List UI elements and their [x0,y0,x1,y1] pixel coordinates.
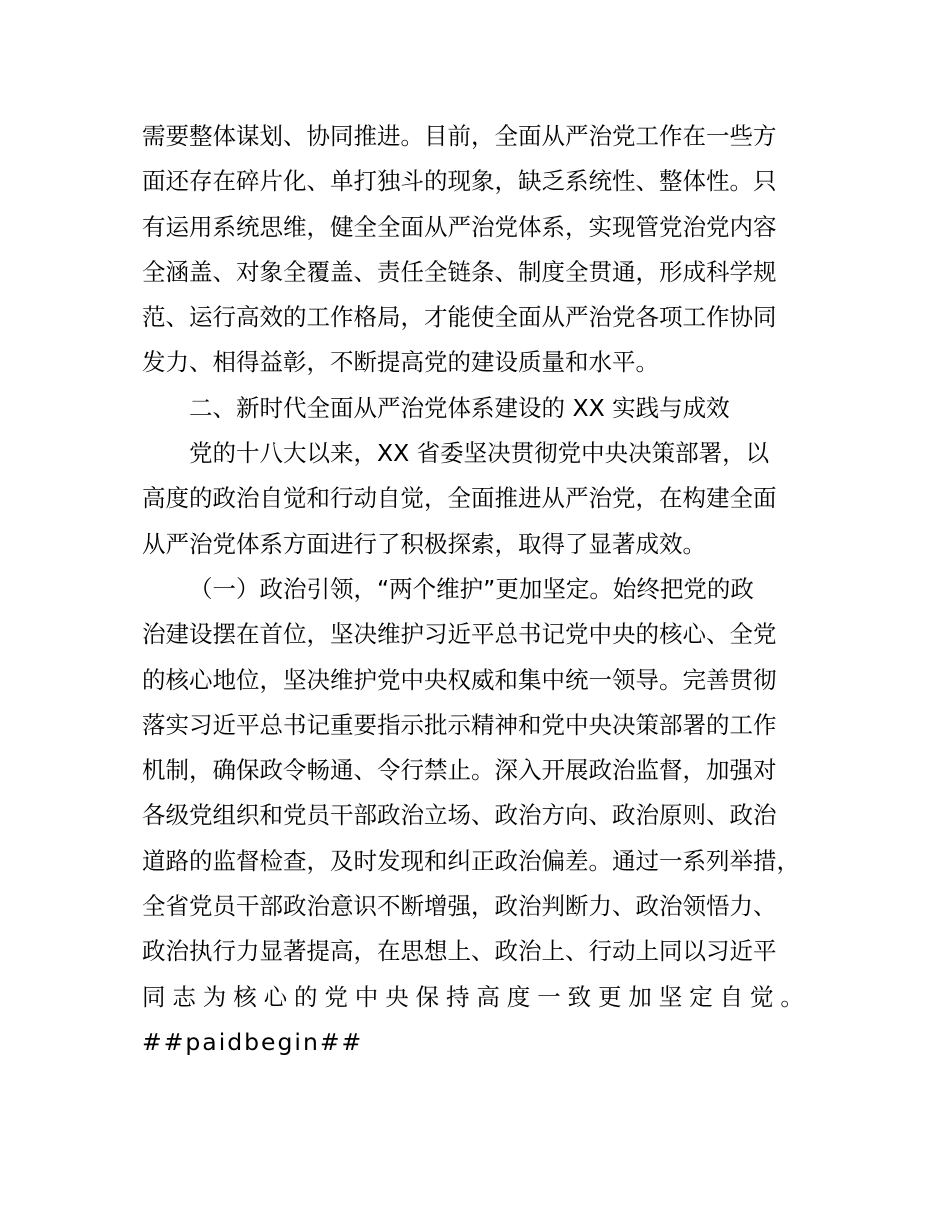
body-line: 的核心地位，坚决维护党中央权威和集中统一领导。完善贯彻 [142,665,777,694]
body-line: 需要整体谋划、协同推进。目前，全面从严治党工作在一些方 [142,122,777,150]
body-line: 全涵盖、对象全覆盖、责任全链条、制度全贯通，形成科学规 [142,257,777,286]
body-line: 机制，确保政令畅通、令行禁止。深入开展政治监督，加强对 [142,756,777,785]
body-line: 政治执行力显著提高，在思想上、政治上、行动上同以习近平 [142,937,777,966]
body-line: 道路的监督检查，及时发现和纠正政治偏差。通过一系列举措， [142,846,800,875]
body-line: 党的十八大以来，XX 省委坚决贯彻党中央决策部署，以 [189,439,770,468]
body-line: 范、运行高效的工作格局，才能使全面从严治党各项工作协同 [142,303,777,332]
body-line: 面还存在碎片化、单打独斗的现象，缺乏系统性、整体性。只 [142,167,777,196]
paid-marker: ##paidbegin## [142,1027,364,1056]
body-line: 落实习近平总书记重要指示批示精神和党中央决策部署的工作 [142,710,777,739]
body-line: 全省党员干部政治意识不断增强，政治判断力、政治领悟力、 [142,892,777,921]
body-line: 高度的政治自觉和行动自觉，全面推进从严治党，在构建全面 [142,484,777,513]
body-line: 各级党组织和党员干部政治立场、政治方向、政治原则、政治 [142,801,777,830]
body-line: 从严治党体系方面进行了积极探索，取得了显著成效。 [142,529,706,558]
body-line: 发力、相得益彰，不断提高党的建设质量和水平。 [142,348,659,377]
section-heading: 二、新时代全面从严治党体系建设的 XX 实践与成效 [189,393,730,422]
body-line: 同志为核心的党中央保持高度一致更加坚定自觉。 [142,982,811,1011]
body-line: 有运用系统思维，健全全面从严治党体系，实现管党治党内容 [142,212,777,241]
document-body [142,114,842,1065]
subsection-heading-line: （一）政治引领，“两个维护”更加坚定。始终把党的政 [189,574,754,603]
body-line: 治建设摆在首位，坚决维护习近平总书记党中央的核心、全党 [142,620,777,649]
